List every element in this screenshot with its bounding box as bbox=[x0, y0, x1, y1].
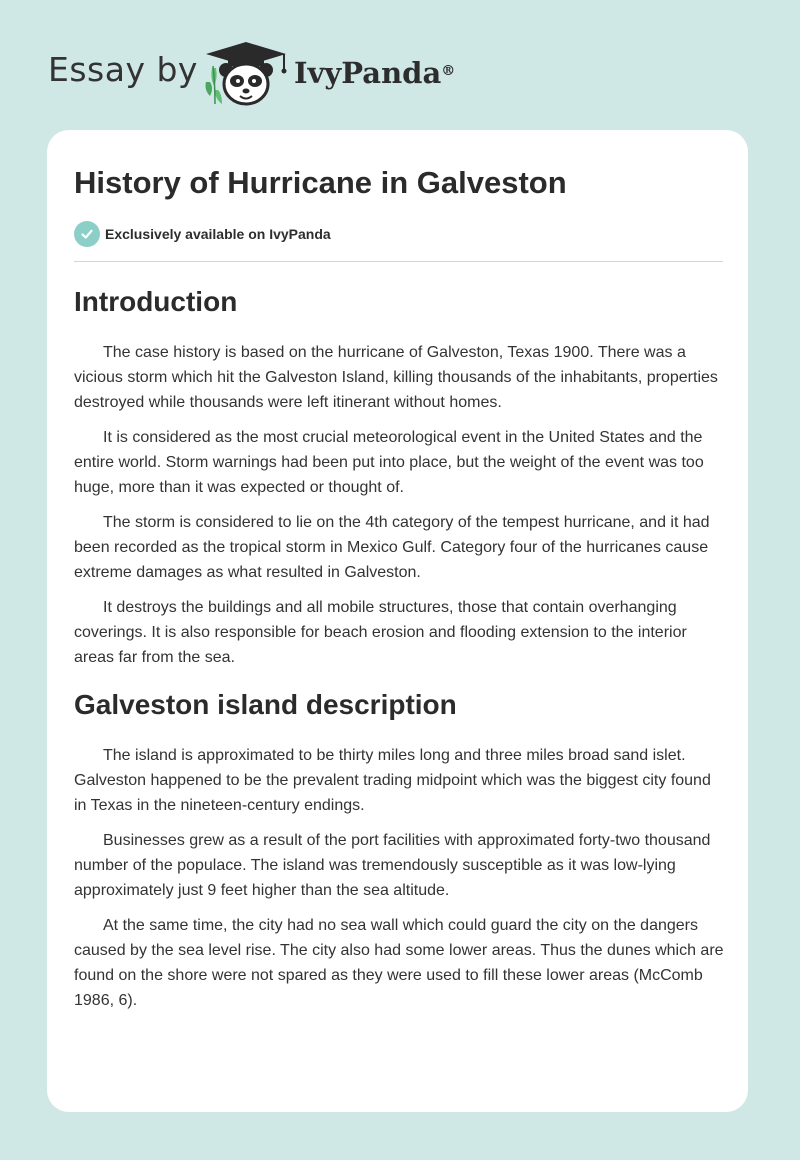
paragraph: The storm is considered to lie on the 4th category of the tempest hurricane, and it had been recorded as the tropical storm in Mexico Gulf. Category four of the hurricanes cause extreme damages as what resulted in Galveston. bbox=[74, 514, 710, 581]
title-divider bbox=[74, 261, 723, 262]
brand-prefix: Essay by bbox=[48, 50, 198, 89]
section-heading: Galveston island description bbox=[74, 689, 457, 720]
panda-graduate-icon[interactable] bbox=[200, 38, 290, 108]
paragraph: It destroys the buildings and all mobile structures, those that contain overhanging coverings. It is also responsible for beach erosion and flooding extension to the interior areas far from the sea. bbox=[74, 599, 687, 666]
section-heading: Introduction bbox=[74, 286, 238, 317]
essay-body bbox=[74, 280, 726, 1023]
essay-card bbox=[47, 130, 748, 1112]
paragraph: It is considered as the most crucial meteorological event in the United States and the entire world. Storm warnings had been put into place, but the weight of the event was too huge, more than it was expected or thought of. bbox=[74, 429, 704, 496]
badge-label: Exclusively available on IvyPanda bbox=[105, 226, 331, 242]
check-circle-icon bbox=[74, 221, 100, 247]
site-header bbox=[0, 0, 800, 130]
page-title: History of Hurricane in Galveston bbox=[74, 165, 567, 200]
paragraph: At the same time, the city had no sea wall which could guard the city on the dangers caused by the sea level rise. The city also had some lower areas. Thus the dunes which are found on the shore were not spared as they were used to fill these lower areas (McComb 1986, 6). bbox=[74, 917, 724, 1009]
brand-name[interactable]: IvyPanda® bbox=[294, 56, 456, 90]
paragraph: The case history is based on the hurricane of Galveston, Texas 1900. There was a vicious storm which hit the Galveston Island, killing thousands of the inhabitants, properties destroyed while thousands were left itinerant without homes. bbox=[74, 344, 718, 411]
paragraph: The island is approximated to be thirty miles long and three miles broad sand islet. Galveston happened to be the prevalent trading midpoint which was the biggest city found in Texas in the nineteen-century endings. bbox=[74, 747, 711, 814]
paragraph: Businesses grew as a result of the port facilities with approximated forty-two thousand number of the populace. The island was tremendously susceptible as it was low-lying approximately just 9 feet higher than the sea altitude. bbox=[74, 832, 711, 899]
exclusive-badge bbox=[74, 221, 331, 247]
